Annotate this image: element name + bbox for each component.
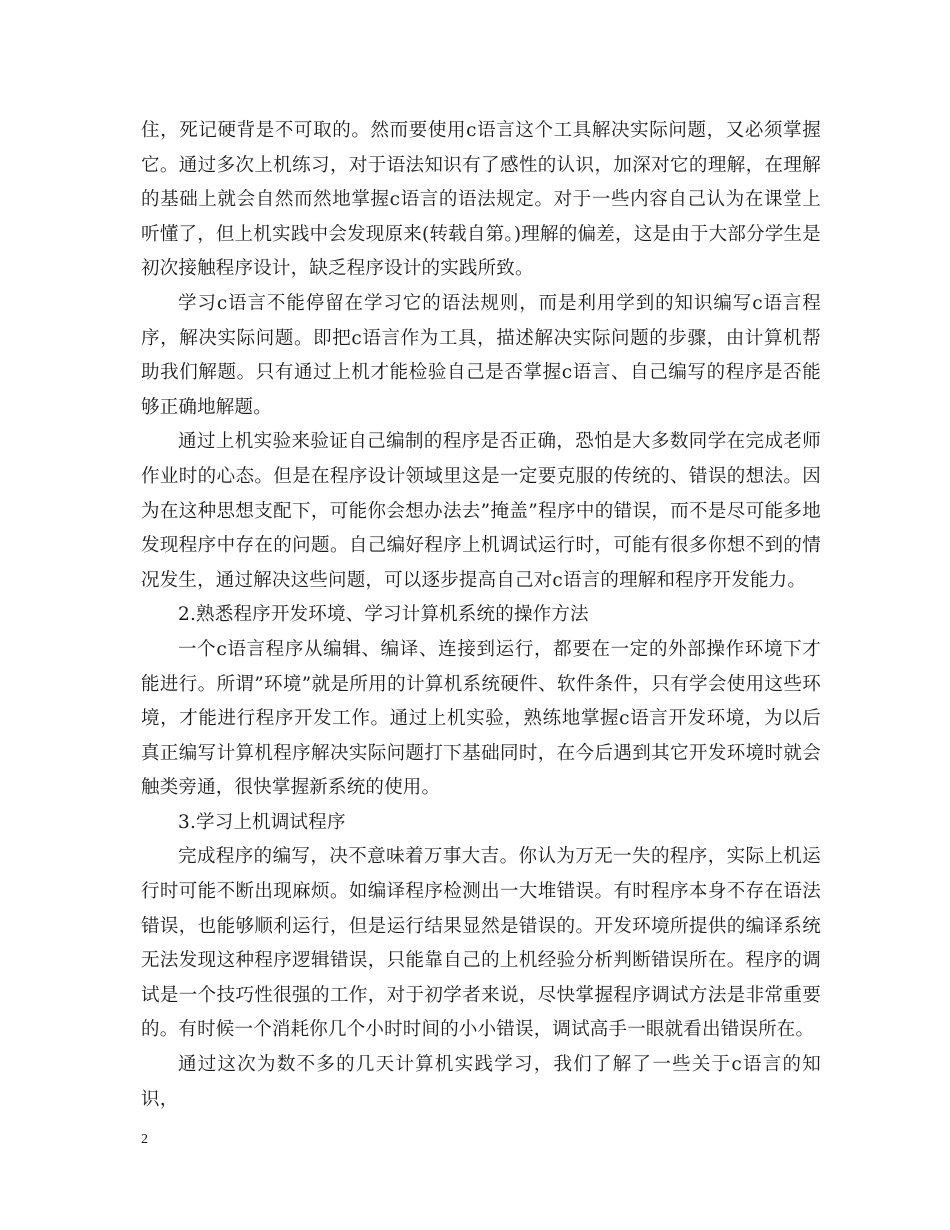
paragraph: 通过上机实验来验证自己编制的程序是否正确，恐怕是大多数同学在完成老师作业时的心态。但是在程序设计领域里这是一定要克服的传统的、错误的想法。因为在这种思想支配下，可能你会想办法去”掩盖”程序中的错误，而不是尽可能多地发现程序中存在的问题。自己编好程序上机调试运行时，可能有很多你想不到的情况发生，通过解决这些问题，可以逐步提高自己对c语言的理解和程序开发能力。 [141,431,821,591]
section-heading: 2.熟悉程序开发环境、学习计算机系统的操作方法 [178,604,589,626]
paragraph: 一个c语言程序从编辑、编译、连接到运行，都要在一定的外部操作环境下才能进行。所谓”环境”就是所用的计算机系统硬件、软件条件，只有学会使用这些环境，才能进行程序开发工作。通过上机实验，熟练地掌握c语言开发环境，为以后真正编写计算机程序解决实际问题打下基础同时，在今后遇到其它开发环境时就会触类旁通，很快掌握新系统的使用。 [141,638,821,799]
section-heading: 3.学习上机调试程序 [178,811,346,833]
paragraph: 学习c语言不能停留在学习它的语法规则，而是利用学到的知识编写c语言程序，解决实际问题。即把c语言作为工具，描述解决实际问题的步骤，由计算机帮助我们解题。只有通过上机才能检验自己是否掌握c语言、自己编写的程序是否能够正确地解题。 [141,292,821,418]
paragraph: 通过这次为数不多的几天计算机实践学习，我们了解了一些关于c语言的知识， [141,1054,821,1110]
paragraph: 完成程序的编写，决不意味着万事大吉。你认为万无一失的程序，实际上机运行时可能不断出现麻烦。如编译程序检测出一大堆错误。有时程序本身不存在语法错误，也能够顺利运行，但是运行结果显然是错误的。开发环境所提供的编译系统无法发现这种程序逻辑错误，只能靠自己的上机经验分析判断错误所在。程序的调试是一个技巧性很强的工作，对于初学者来说，尽快掌握程序调试方法是非常重要的。有时候一个消耗你几个小时时间的小小错误，调试高手一眼就看出错误所在。 [141,846,821,1041]
paragraph-continued: 住，死记硬背是不可取的。然而要使用c语言这个工具解决实际问题，又必须掌握它。通过多次上机练习，对于语法知识有了感性的认识，加深对它的理解，在理解的基础上就会自然而然地掌握c语言的语法规定。对于一些内容自己认为在课堂上听懂了，但上机实践中会发现原来(转载自第。)理解的偏差，这是由于大部分学生是初次接触程序设计，缺乏程序设计的实践所致。 [141,120,821,280]
body-text [141,114,821,1117]
page-number: 2 [141,1132,148,1147]
